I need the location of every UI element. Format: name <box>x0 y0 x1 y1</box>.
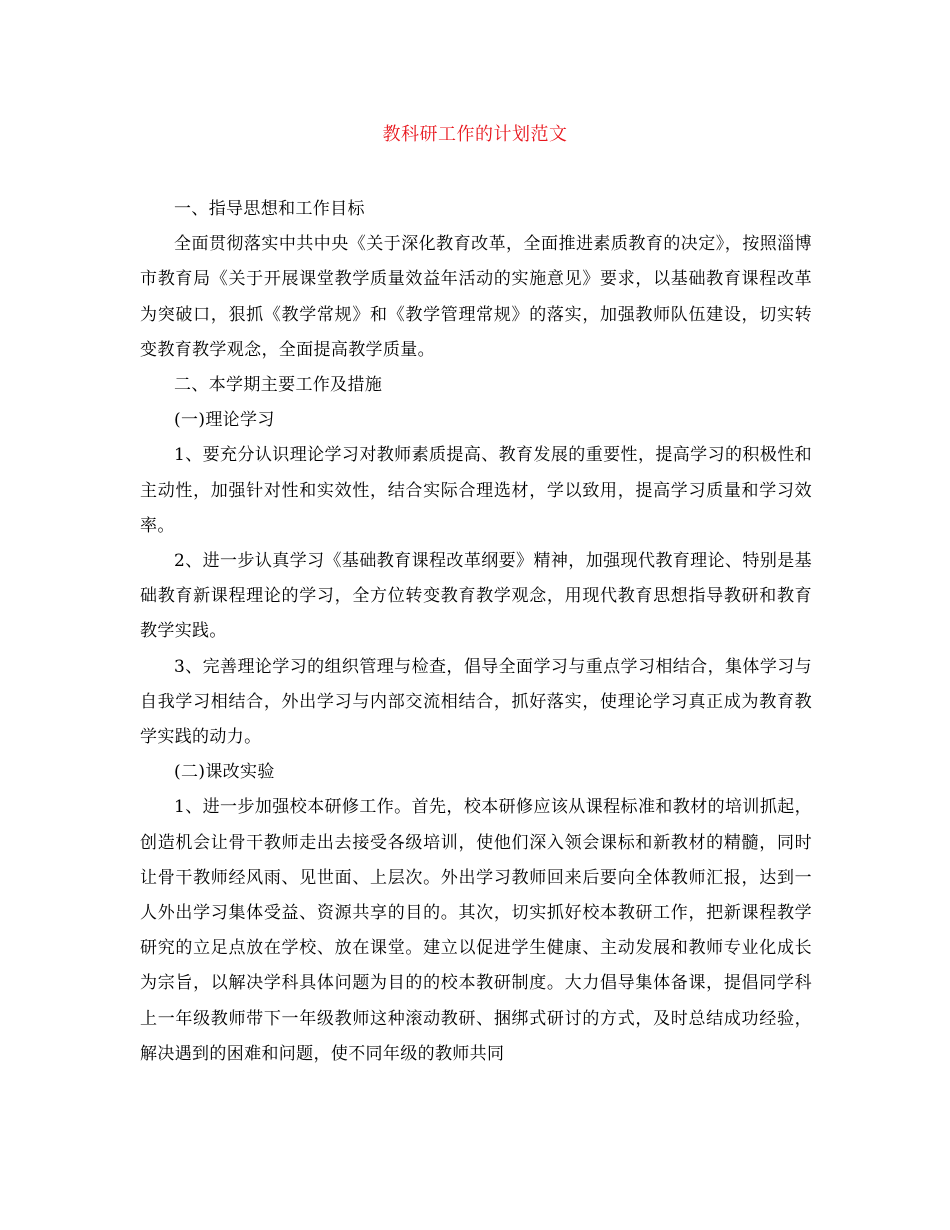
document-body <box>140 192 812 1072</box>
subsection-heading-theory: (一)理论学习 <box>174 410 275 431</box>
paragraph-guiding-ideology: 全面贯彻落实中共中央《关于深化教育改革，全面推进素质教育的决定》，按照淄博市教育局《关于开展课堂教学质量效益年活动的实施意见》要求，以基础教育课程改革为突破口，狠抓《教学常规》和《教学管理常规》的落实，加强教师队伍建设，切实转变教育教学观念，全面提高教学质量。 <box>140 234 812 360</box>
paragraph-theory-1: 1、要充分认识理论学习对教师素质提高、教育发展的重要性，提高学习的积极性和主动性，加强针对性和实效性，结合实际合理选材，学以致用，提高学习质量和学习效率。 <box>140 445 812 536</box>
paragraph-theory-3: 3、完善理论学习的组织管理与检查，倡导全面学习与重点学习相结合，集体学习与自我学习相结合，外出学习与内部交流相结合，抓好落实，使理论学习真正成为教育教学实践的动力。 <box>140 656 812 748</box>
section-heading-1: 一、指导思想和工作目标 <box>174 199 365 219</box>
section-heading-2: 二、本学期主要工作及措施 <box>174 375 383 396</box>
paragraph-reform-1: 1、进一步加强校本研修工作。首先，校本研修应该从课程标准和教材的培训抓起，创造机会让骨干教师走出去接受各级培训，使他们深入领会课标和新教材的精髓，同时让骨干教师经风雨、见世面、上层次。外出学习教师回来后要向全体教师汇报，达到一人外出学习集体受益、资源共享的目的。其次，切实抓好校本教研工作，把新课程教学研究的立足点放在学校、放在课堂。建立以促进学生健康、主动发展和教师专业化成长为宗旨，以解决学科具体问题为目的的校本教研制度。大力倡导集体备课，提倡同学科上一年级教师带下一年级教师这种滚动教研、捆绑式研讨的方式，及时总结成功经验，解决遇到的困难和问题，使不同年级的教师共同 <box>140 797 812 1064</box>
paragraph-theory-2: 2、进一步认真学习《基础教育课程改革纲要》精神，加强现代教育理论、特别是基础教育新课程理论的学习，全方位转变教育教学观念，用现代教育思想指导教研和教育教学实践。 <box>140 551 812 642</box>
subsection-heading-reform: (二)课改实验 <box>174 762 275 783</box>
document-title: 教科研工作的计划范文 <box>382 124 568 145</box>
